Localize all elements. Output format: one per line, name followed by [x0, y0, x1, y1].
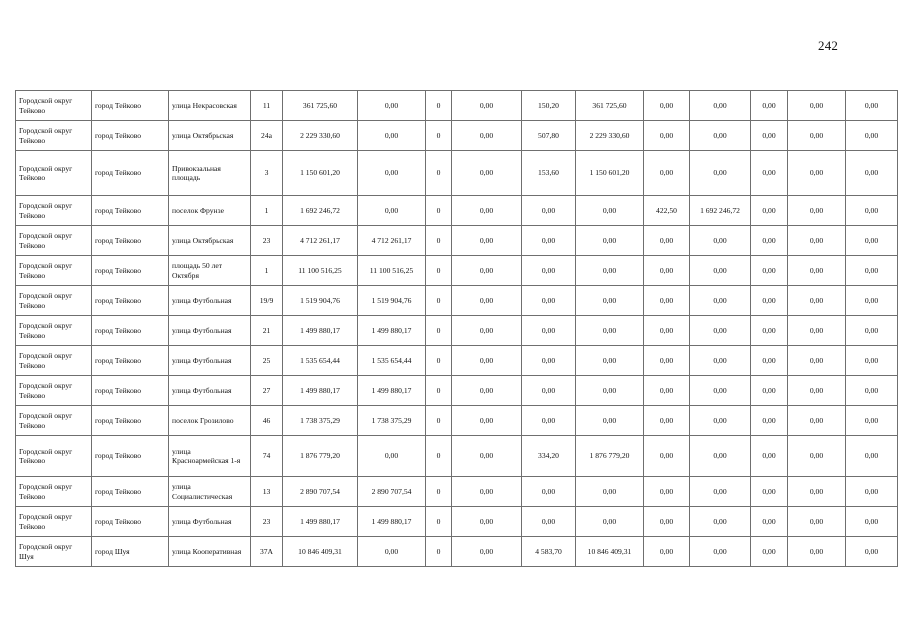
table-row [16, 436, 898, 477]
cell-house-number: 23 [251, 226, 283, 256]
cell-col-10: 1 876 779,20 [576, 436, 644, 477]
table-row [16, 537, 898, 567]
cell-col-6: 0,00 [358, 537, 426, 567]
cell-col-7: 0 [426, 477, 452, 507]
cell-col-14: 0,00 [788, 537, 846, 567]
cell-col-15: 0,00 [846, 256, 898, 286]
cell-total-cost: 11 100 516,25 [283, 256, 358, 286]
cell-locality: город Тейково [92, 226, 169, 256]
cell-col-6: 1 499 880,17 [358, 376, 426, 406]
cell-col-8: 0,00 [452, 121, 522, 151]
cell-col-15: 0,00 [846, 226, 898, 256]
cell-col-12: 0,00 [690, 477, 751, 507]
cell-col-14: 0,00 [788, 436, 846, 477]
cell-municipality: Городской округ Тейково [16, 286, 92, 316]
cell-col-8: 0,00 [452, 151, 522, 196]
cell-locality: город Шуя [92, 537, 169, 567]
table-row [16, 316, 898, 346]
cell-total-cost: 1 519 904,76 [283, 286, 358, 316]
cell-col-12: 0,00 [690, 256, 751, 286]
cell-house-number: 27 [251, 376, 283, 406]
cell-col-15: 0,00 [846, 477, 898, 507]
cell-col-14: 0,00 [788, 477, 846, 507]
cell-col-12: 0,00 [690, 121, 751, 151]
cell-col-9: 153,60 [522, 151, 576, 196]
cell-col-12: 0,00 [690, 436, 751, 477]
cell-col-10: 10 846 409,31 [576, 537, 644, 567]
cell-col-9: 4 583,70 [522, 537, 576, 567]
cell-col-15: 0,00 [846, 121, 898, 151]
cell-col-14: 0,00 [788, 346, 846, 376]
cell-locality: город Тейково [92, 256, 169, 286]
cell-col-8: 0,00 [452, 316, 522, 346]
cell-col-9: 0,00 [522, 477, 576, 507]
cell-col-14: 0,00 [788, 286, 846, 316]
cell-col-9: 0,00 [522, 226, 576, 256]
cell-house-number: 19/9 [251, 286, 283, 316]
cell-col-15: 0,00 [846, 376, 898, 406]
cell-col-9: 0,00 [522, 196, 576, 226]
cell-locality: город Тейково [92, 507, 169, 537]
table-row [16, 151, 898, 196]
cell-col-14: 0,00 [788, 121, 846, 151]
cell-col-8: 0,00 [452, 406, 522, 436]
cell-col-12: 0,00 [690, 507, 751, 537]
cell-municipality: Городской округ Тейково [16, 376, 92, 406]
cell-total-cost: 1 499 880,17 [283, 316, 358, 346]
cell-total-cost: 1 499 880,17 [283, 376, 358, 406]
cell-locality: город Тейково [92, 316, 169, 346]
cell-col-11: 0,00 [644, 91, 690, 121]
cell-col-7: 0 [426, 256, 452, 286]
cell-locality: город Тейково [92, 286, 169, 316]
table-row [16, 376, 898, 406]
cell-col-10: 0,00 [576, 376, 644, 406]
cell-col-9: 0,00 [522, 406, 576, 436]
cell-house-number: 21 [251, 316, 283, 346]
cell-col-8: 0,00 [452, 286, 522, 316]
cell-street: поселок Грозилово [169, 406, 251, 436]
cell-municipality: Городской округ Шуя [16, 537, 92, 567]
cell-street: улица Кооперативная [169, 537, 251, 567]
cell-col-9: 0,00 [522, 256, 576, 286]
cell-total-cost: 1 150 601,20 [283, 151, 358, 196]
cell-street: улица Футбольная [169, 316, 251, 346]
cell-col-11: 0,00 [644, 151, 690, 196]
cell-total-cost: 2 890 707,54 [283, 477, 358, 507]
cell-col-10: 2 229 330,60 [576, 121, 644, 151]
cell-locality: город Тейково [92, 376, 169, 406]
cell-col-7: 0 [426, 121, 452, 151]
cell-col-12: 0,00 [690, 316, 751, 346]
table-row [16, 406, 898, 436]
cell-col-11: 0,00 [644, 436, 690, 477]
cell-locality: город Тейково [92, 346, 169, 376]
table-row [16, 286, 898, 316]
cell-house-number: 3 [251, 151, 283, 196]
cell-street: улица Красноармейская 1-я [169, 436, 251, 477]
cell-col-15: 0,00 [846, 436, 898, 477]
cell-col-15: 0,00 [846, 286, 898, 316]
cell-col-11: 0,00 [644, 316, 690, 346]
cell-col-11: 0,00 [644, 256, 690, 286]
cell-municipality: Городской округ Тейково [16, 436, 92, 477]
cell-col-8: 0,00 [452, 91, 522, 121]
cell-col-6: 1 499 880,17 [358, 316, 426, 346]
cell-col-11: 0,00 [644, 346, 690, 376]
cell-col-15: 0,00 [846, 151, 898, 196]
cell-col-6: 1 499 880,17 [358, 507, 426, 537]
cell-col-9: 0,00 [522, 507, 576, 537]
cell-municipality: Городской округ Тейково [16, 121, 92, 151]
cell-house-number: 46 [251, 406, 283, 436]
cell-col-10: 0,00 [576, 346, 644, 376]
cell-col-6: 1 519 904,76 [358, 286, 426, 316]
cell-col-12: 0,00 [690, 537, 751, 567]
cell-col-10: 0,00 [576, 256, 644, 286]
cell-municipality: Городской округ Тейково [16, 406, 92, 436]
cell-house-number: 1 [251, 196, 283, 226]
cell-col-11: 0,00 [644, 406, 690, 436]
cell-street: улица Октябрьская [169, 121, 251, 151]
cell-col-13: 0,00 [751, 121, 788, 151]
cell-col-12: 0,00 [690, 376, 751, 406]
cell-col-12: 0,00 [690, 406, 751, 436]
cell-col-10: 0,00 [576, 477, 644, 507]
cell-col-12: 0,00 [690, 226, 751, 256]
cell-col-6: 0,00 [358, 91, 426, 121]
cell-col-12: 0,00 [690, 286, 751, 316]
cell-col-13: 0,00 [751, 477, 788, 507]
cell-col-14: 0,00 [788, 316, 846, 346]
cell-col-14: 0,00 [788, 196, 846, 226]
cell-municipality: Городской округ Тейково [16, 477, 92, 507]
cell-col-13: 0,00 [751, 196, 788, 226]
cell-col-13: 0,00 [751, 507, 788, 537]
cell-street: улица Социалистическая [169, 477, 251, 507]
cell-col-8: 0,00 [452, 477, 522, 507]
cell-street: площадь 50 лет Октября [169, 256, 251, 286]
cell-municipality: Городской округ Тейково [16, 507, 92, 537]
cell-col-13: 0,00 [751, 256, 788, 286]
cell-col-7: 0 [426, 91, 452, 121]
cell-col-15: 0,00 [846, 406, 898, 436]
cell-locality: город Тейково [92, 196, 169, 226]
table-body [16, 91, 898, 567]
cell-street: улица Октябрьская [169, 226, 251, 256]
cell-col-15: 0,00 [846, 507, 898, 537]
cell-col-15: 0,00 [846, 91, 898, 121]
cell-street: Привокзальная площадь [169, 151, 251, 196]
cell-col-9: 334,20 [522, 436, 576, 477]
data-table [15, 90, 898, 567]
cell-col-7: 0 [426, 316, 452, 346]
cell-col-10: 1 150 601,20 [576, 151, 644, 196]
cell-col-6: 0,00 [358, 121, 426, 151]
cell-col-9: 150,20 [522, 91, 576, 121]
cell-col-13: 0,00 [751, 537, 788, 567]
cell-col-6: 2 890 707,54 [358, 477, 426, 507]
cell-col-8: 0,00 [452, 346, 522, 376]
cell-house-number: 1 [251, 256, 283, 286]
cell-col-9: 507,80 [522, 121, 576, 151]
cell-col-15: 0,00 [846, 346, 898, 376]
cell-col-14: 0,00 [788, 91, 846, 121]
page-number: 242 [818, 38, 839, 53]
cell-col-13: 0,00 [751, 226, 788, 256]
cell-col-10: 0,00 [576, 286, 644, 316]
cell-col-11: 0,00 [644, 226, 690, 256]
cell-col-9: 0,00 [522, 346, 576, 376]
cell-col-13: 0,00 [751, 316, 788, 346]
cell-locality: город Тейково [92, 436, 169, 477]
cell-house-number: 74 [251, 436, 283, 477]
cell-municipality: Городской округ Тейково [16, 346, 92, 376]
cell-house-number: 37А [251, 537, 283, 567]
cell-house-number: 25 [251, 346, 283, 376]
table-row [16, 121, 898, 151]
cell-col-7: 0 [426, 406, 452, 436]
cell-col-10: 0,00 [576, 507, 644, 537]
cell-col-6: 11 100 516,25 [358, 256, 426, 286]
cell-col-15: 0,00 [846, 196, 898, 226]
cell-col-6: 1 535 654,44 [358, 346, 426, 376]
table-row [16, 346, 898, 376]
cell-street: поселок Фрунзе [169, 196, 251, 226]
cell-municipality: Городской округ Тейково [16, 151, 92, 196]
cell-street: улица Некрасовская [169, 91, 251, 121]
cell-col-12: 0,00 [690, 151, 751, 196]
cell-total-cost: 2 229 330,60 [283, 121, 358, 151]
table-row [16, 91, 898, 121]
cell-col-13: 0,00 [751, 286, 788, 316]
cell-col-13: 0,00 [751, 151, 788, 196]
cell-col-15: 0,00 [846, 537, 898, 567]
cell-col-7: 0 [426, 196, 452, 226]
cell-col-8: 0,00 [452, 226, 522, 256]
cell-house-number: 24а [251, 121, 283, 151]
cell-col-7: 0 [426, 436, 452, 477]
cell-col-10: 0,00 [576, 406, 644, 436]
cell-col-13: 0,00 [751, 91, 788, 121]
cell-col-7: 0 [426, 346, 452, 376]
cell-col-6: 4 712 261,17 [358, 226, 426, 256]
cell-col-11: 422,50 [644, 196, 690, 226]
table-row [16, 256, 898, 286]
cell-col-15: 0,00 [846, 316, 898, 346]
cell-street: улица Футбольная [169, 376, 251, 406]
cell-col-14: 0,00 [788, 151, 846, 196]
cell-col-12: 0,00 [690, 346, 751, 376]
cell-municipality: Городской округ Тейково [16, 91, 92, 121]
cell-col-6: 0,00 [358, 196, 426, 226]
cell-col-7: 0 [426, 537, 452, 567]
cell-col-8: 0,00 [452, 537, 522, 567]
table-row [16, 507, 898, 537]
cell-col-6: 1 738 375,29 [358, 406, 426, 436]
cell-col-13: 0,00 [751, 346, 788, 376]
cell-col-8: 0,00 [452, 507, 522, 537]
cell-total-cost: 1 876 779,20 [283, 436, 358, 477]
cell-municipality: Городской округ Тейково [16, 316, 92, 346]
cell-col-12: 0,00 [690, 91, 751, 121]
cell-street: улица Футбольная [169, 286, 251, 316]
cell-col-8: 0,00 [452, 436, 522, 477]
cell-col-11: 0,00 [644, 286, 690, 316]
cell-municipality: Городской округ Тейково [16, 196, 92, 226]
table-row [16, 196, 898, 226]
cell-col-10: 361 725,60 [576, 91, 644, 121]
cell-col-13: 0,00 [751, 406, 788, 436]
cell-total-cost: 1 499 880,17 [283, 507, 358, 537]
cell-col-9: 0,00 [522, 376, 576, 406]
cell-col-7: 0 [426, 376, 452, 406]
cell-col-6: 0,00 [358, 151, 426, 196]
cell-col-14: 0,00 [788, 376, 846, 406]
cell-col-12: 1 692 246,72 [690, 196, 751, 226]
cell-municipality: Городской округ Тейково [16, 226, 92, 256]
cell-total-cost: 1 535 654,44 [283, 346, 358, 376]
cell-col-6: 0,00 [358, 436, 426, 477]
cell-locality: город Тейково [92, 477, 169, 507]
cell-col-14: 0,00 [788, 256, 846, 286]
cell-col-11: 0,00 [644, 121, 690, 151]
cell-col-7: 0 [426, 507, 452, 537]
cell-municipality: Городской округ Тейково [16, 256, 92, 286]
cell-col-10: 0,00 [576, 196, 644, 226]
cell-col-9: 0,00 [522, 316, 576, 346]
cell-col-13: 0,00 [751, 436, 788, 477]
cell-col-7: 0 [426, 226, 452, 256]
cell-locality: город Тейково [92, 406, 169, 436]
cell-col-8: 0,00 [452, 196, 522, 226]
cell-total-cost: 1 738 375,29 [283, 406, 358, 436]
cell-col-9: 0,00 [522, 286, 576, 316]
cell-total-cost: 361 725,60 [283, 91, 358, 121]
cell-col-11: 0,00 [644, 537, 690, 567]
cell-col-14: 0,00 [788, 406, 846, 436]
cell-total-cost: 1 692 246,72 [283, 196, 358, 226]
cell-locality: город Тейково [92, 151, 169, 196]
cell-total-cost: 4 712 261,17 [283, 226, 358, 256]
cell-house-number: 13 [251, 477, 283, 507]
cell-col-7: 0 [426, 151, 452, 196]
cell-col-10: 0,00 [576, 316, 644, 346]
cell-col-10: 0,00 [576, 226, 644, 256]
table-row [16, 477, 898, 507]
cell-col-7: 0 [426, 286, 452, 316]
cell-col-11: 0,00 [644, 507, 690, 537]
cell-col-13: 0,00 [751, 376, 788, 406]
cell-col-8: 0,00 [452, 256, 522, 286]
table-row [16, 226, 898, 256]
cell-street: улица Футбольная [169, 346, 251, 376]
cell-col-11: 0,00 [644, 477, 690, 507]
cell-house-number: 11 [251, 91, 283, 121]
cell-street: улица Футбольная [169, 507, 251, 537]
cell-total-cost: 10 846 409,31 [283, 537, 358, 567]
cell-col-8: 0,00 [452, 376, 522, 406]
cell-col-11: 0,00 [644, 376, 690, 406]
cell-locality: город Тейково [92, 121, 169, 151]
cell-locality: город Тейково [92, 91, 169, 121]
cell-house-number: 23 [251, 507, 283, 537]
cell-col-14: 0,00 [788, 226, 846, 256]
cell-col-14: 0,00 [788, 507, 846, 537]
